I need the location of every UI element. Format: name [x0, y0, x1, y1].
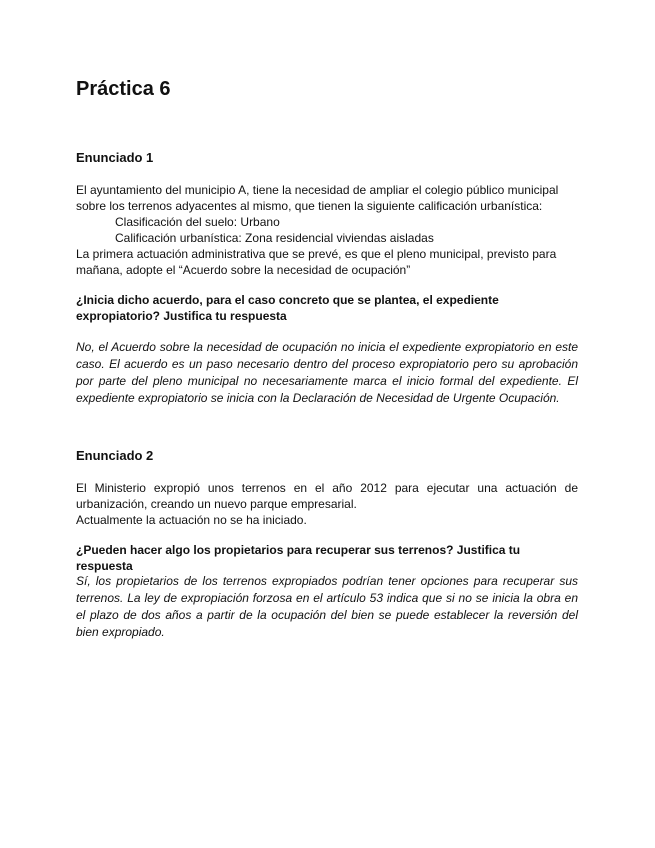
enunciado-1-answer: No, el Acuerdo sobre la necesidad de ocupación no inicia el expediente expropiatorio en este caso. El acuerdo es un paso necesario dentro del proceso expropiatorio pero su aprobación por parte del pleno municipal no necesariamente marca el inicio formal del expediente. El expediente expropiatorio se inicia con la Declaración de Necesidad de Urgente Ocupación.	[76, 340, 578, 405]
enunciado-2-status: Actualmente la actuación no se ha iniciado.	[76, 513, 307, 527]
enunciado-1-heading: Enunciado 1	[76, 150, 154, 165]
enunciado-1-intro: El ayuntamiento del municipio A, tiene la necesidad de ampliar el colegio público municipal sobre los terrenos adyacentes al mismo, que tienen la siguiente calificación urbanística:	[76, 183, 559, 213]
enunciado-1-statement	[76, 182, 578, 278]
enunciado-2-question: ¿Pueden hacer algo los propietarios para recuperar sus terrenos? Justifica tu respuesta	[76, 543, 521, 573]
enunciado-1-clasificacion: Clasificación del suelo: Urbano	[115, 215, 280, 229]
enunciado-2-statement	[76, 480, 578, 528]
page-title: Práctica 6	[76, 78, 171, 100]
enunciado-2-answer: Sí, los propietarios de los terrenos expropiados podrían tener opciones para recuperar sus terrenos. La ley de expropiación forzosa en el artículo 53 indica que si no se inicia la obra en el plazo de dos años a partir de la ocupación del bien se puede establecer la reversión del bien expropiado.	[76, 574, 578, 639]
enunciado-2-heading: Enunciado 2	[76, 448, 154, 463]
enunciado-1-calificacion: Calificación urbanística: Zona residencial viviendas aisladas	[115, 231, 434, 245]
enunciado-2-intro: El Ministerio expropió unos terrenos en el año 2012 para ejecutar una actuación de urbanización, creando un nuevo parque empresarial.	[76, 481, 578, 511]
enunciado-1-continuation: La primera actuación administrativa que se prevé, es que el pleno municipal, previsto para mañana, adopte el “Acuerdo sobre la necesidad de ocupación”	[76, 247, 557, 277]
enunciado-1-question: ¿Inicia dicho acuerdo, para el caso concreto que se plantea, el expediente expropiatorio? Justifica tu respuesta	[76, 293, 499, 323]
